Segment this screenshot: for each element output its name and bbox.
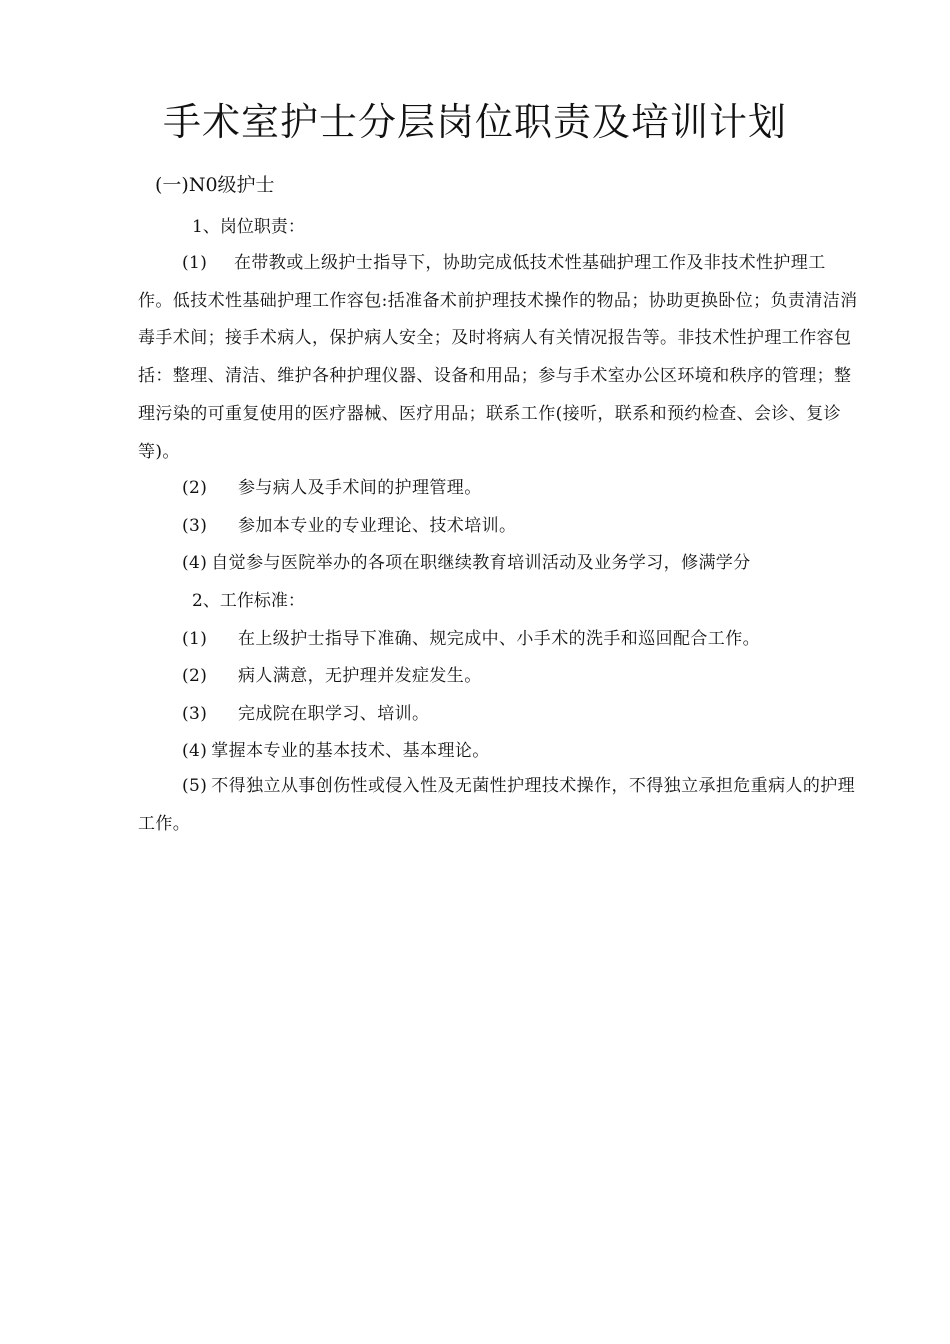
standard-item-1-text: 在上级护士指导下准确、规完成中、小手术的洗手和巡回配合工作。 <box>238 629 760 649</box>
standards-heading: 2、工作标准： <box>192 591 305 611</box>
standard-item-2-text: 病人满意，无护理并发症发生。 <box>238 666 482 686</box>
duty-item-3-num: (3) <box>182 516 208 536</box>
duty-item-4-text: 自觉参与医院举办的各项在职继续教育培训活动及业务学习，修满学分 <box>211 553 751 573</box>
duty-item-1-text: 在带教或上级护士指导下，协助完成低技术性基础护理工作及非技术性护理工作。低技术性基础护理工作容包:括准备术前护理技术操作的物品；协助更换卧位；负责清洁消毒手术间；接手术病人，保护病人安全；及时将病人有关情况报告等。非技术性护理工作容包括：整理、清洁、维护各种护理仪器、设备和用品；参与手术室办公区环境和秩序的管理；整理污染的可重复使用的医疗器械、医疗用品；联系工作(接听，联系和预约检查、会诊、复诊等)。 <box>138 253 858 462</box>
standard-item-3 <box>182 699 429 729</box>
standard-item-5 <box>138 768 858 843</box>
duty-item-2 <box>182 473 482 503</box>
standard-item-3-text: 完成院在职学习、培训。 <box>238 704 430 724</box>
standard-item-4-text: 掌握本专业的基本技术、基本理论。 <box>211 741 490 761</box>
document-title: 手术室护士分层岗位职责及培训计划 <box>162 100 787 144</box>
standard-item-1-num: (1) <box>182 629 208 649</box>
duty-item-2-num: (2) <box>182 478 208 498</box>
standard-item-2-num: (2) <box>182 666 208 686</box>
section-heading-n0: (一)N0级护士 <box>155 174 275 196</box>
duty-item-2-text: 参与病人及手术间的护理管理。 <box>238 478 482 498</box>
standard-item-1 <box>182 624 760 654</box>
standard-item-3-num: (3) <box>182 704 208 724</box>
standard-item-4 <box>182 736 490 766</box>
duty-item-4 <box>182 548 751 578</box>
duty-item-1-num: (1) <box>182 253 208 273</box>
duty-item-4-num: (4) <box>182 553 208 573</box>
standard-item-2 <box>182 661 482 691</box>
standard-item-5-text: 不得独立从事创伤性或侵入性及无菌性护理技术操作，不得独立承担危重病人的护理工作。 <box>138 776 856 834</box>
duties-heading: 1、岗位职责： <box>192 217 305 237</box>
standard-item-4-num: (4) <box>182 741 208 761</box>
duty-item-1 <box>138 245 858 471</box>
standard-item-5-num: (5) <box>182 776 208 796</box>
duty-item-3-text: 参加本专业的专业理论、技术培训。 <box>238 516 517 536</box>
duty-item-3 <box>182 511 516 541</box>
